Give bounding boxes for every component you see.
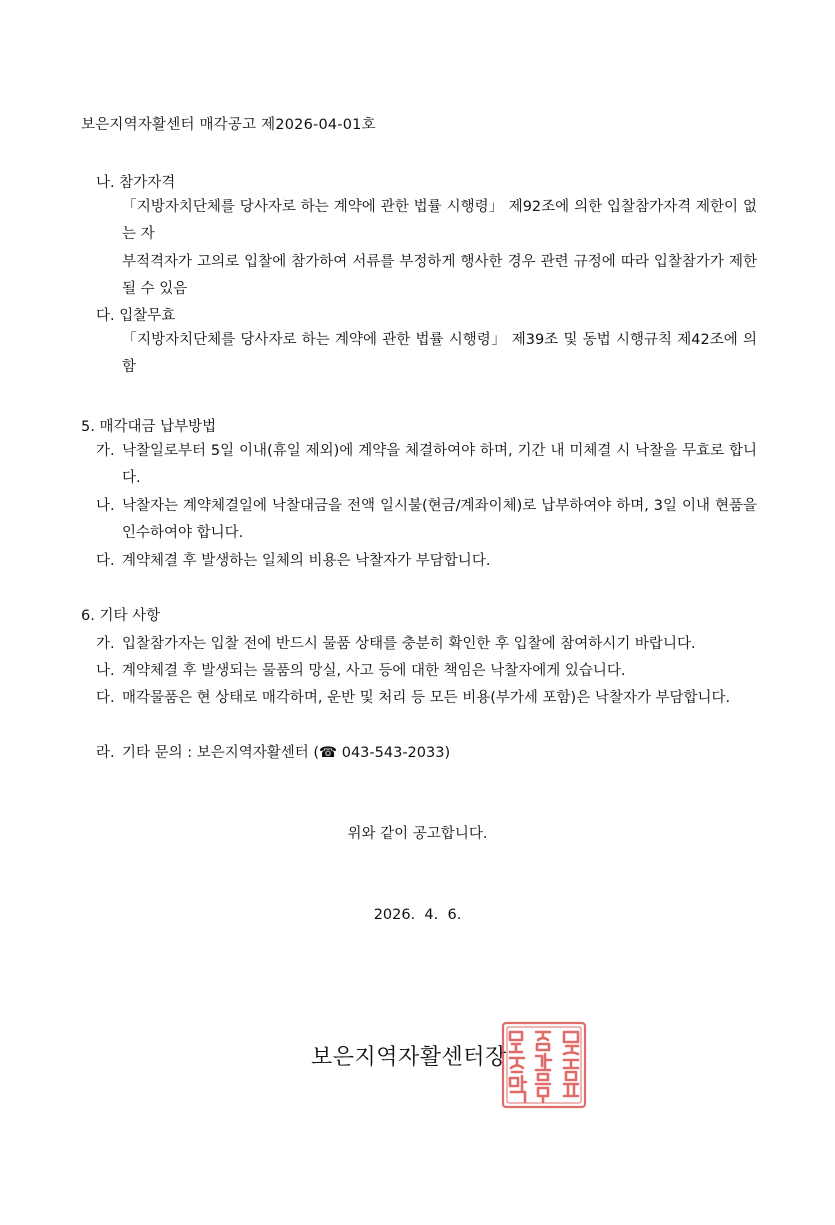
- document-header: 보은지역자활센터 매각공고 제2026-04-01호: [81, 117, 376, 133]
- list-item-text: 입찰참가자는 입찰 전에 반드시 물품 상태를 충분히 확인한 후 입찰에 참여하시기 바랍니다.: [122, 636, 696, 652]
- list-item-marker: 다.: [96, 553, 115, 569]
- list-item-text: 매각물품은 현 상태로 매각하며, 운반 및 처리 등 모든 비용(부가세 포함)은 낙찰자가 부담합니다.: [122, 690, 731, 706]
- seal-text: 보은지역자활센터장의인: [544, 1108, 555, 1109]
- list-item-marker: 다.: [96, 690, 115, 706]
- list-item: [96, 658, 757, 685]
- official-seal-icon: [500, 1020, 588, 1110]
- list-item-marker: 나.: [96, 663, 115, 679]
- list-item: [96, 740, 757, 767]
- announcement-date: 2026. 4. 6.: [373, 907, 462, 923]
- list-item-text: 계약체결 후 발생되는 물품의 망실, 사고 등에 대한 책임은 낙찰자에게 있습니다.: [122, 663, 626, 679]
- list-item-text: 계약체결 후 발생하는 일체의 비용은 낙찰자가 부담합니다.: [122, 553, 491, 569]
- list-item-text: 낙찰일로부터 5일 이내(휴일 제외)에 계약을 체결하여야 하며, 기간 내 미체결 시 낙찰을 무효로 합니다.: [122, 443, 757, 486]
- list-item-marker: 라.: [96, 745, 115, 761]
- list-item-marker: 가.: [96, 636, 115, 652]
- list-item: [96, 548, 757, 575]
- list-item-marker: 가.: [96, 443, 115, 459]
- list-item-text: 낙찰자는 계약체결일에 낙찰대금을 전액 일시불(현금/계좌이체)로 납부하여야 하며, 3일 이내 현품을 인수하여야 합니다.: [122, 498, 757, 541]
- list-item: [96, 631, 757, 658]
- section-title-other: 6. 기타 사항: [81, 608, 161, 624]
- list-item: [96, 685, 757, 712]
- eligibility-paragraph-1: 「지방자치단체를 당사자로 하는 계약에 관한 법률 시행령」 제92조에 의한 입찰참가자격 제한이 없는 자: [122, 199, 757, 242]
- eligibility-paragraph-2: 부적격자가 고의로 입찰에 참가하여 서류를 부정하게 행사한 경우 관련 규정에 따라 입찰참가가 제한될 수 있음: [122, 254, 757, 297]
- subsection-label-eligibility: 나. 참가자격: [96, 175, 176, 191]
- invalid-bid-paragraph: 「지방자치단체를 당사자로 하는 계약에 관한 법률 시행령」 제39조 및 동법 시행규칙 제42조에 의함: [122, 332, 757, 375]
- section-title-payment: 5. 매각대금 납부방법: [81, 419, 217, 435]
- list-item-text: 기타 문의 : 보은지역자활센터 (☎ 043-543-2033): [122, 745, 451, 761]
- closing-statement: 위와 같이 공고합니다.: [347, 826, 488, 842]
- list-item: [96, 493, 757, 547]
- list-item: [96, 438, 757, 492]
- signer-name: 보은지역자활센터장: [311, 1045, 507, 1070]
- list-item-marker: 나.: [96, 498, 115, 514]
- subsection-label-invalid-bid: 다. 입찰무효: [96, 308, 176, 324]
